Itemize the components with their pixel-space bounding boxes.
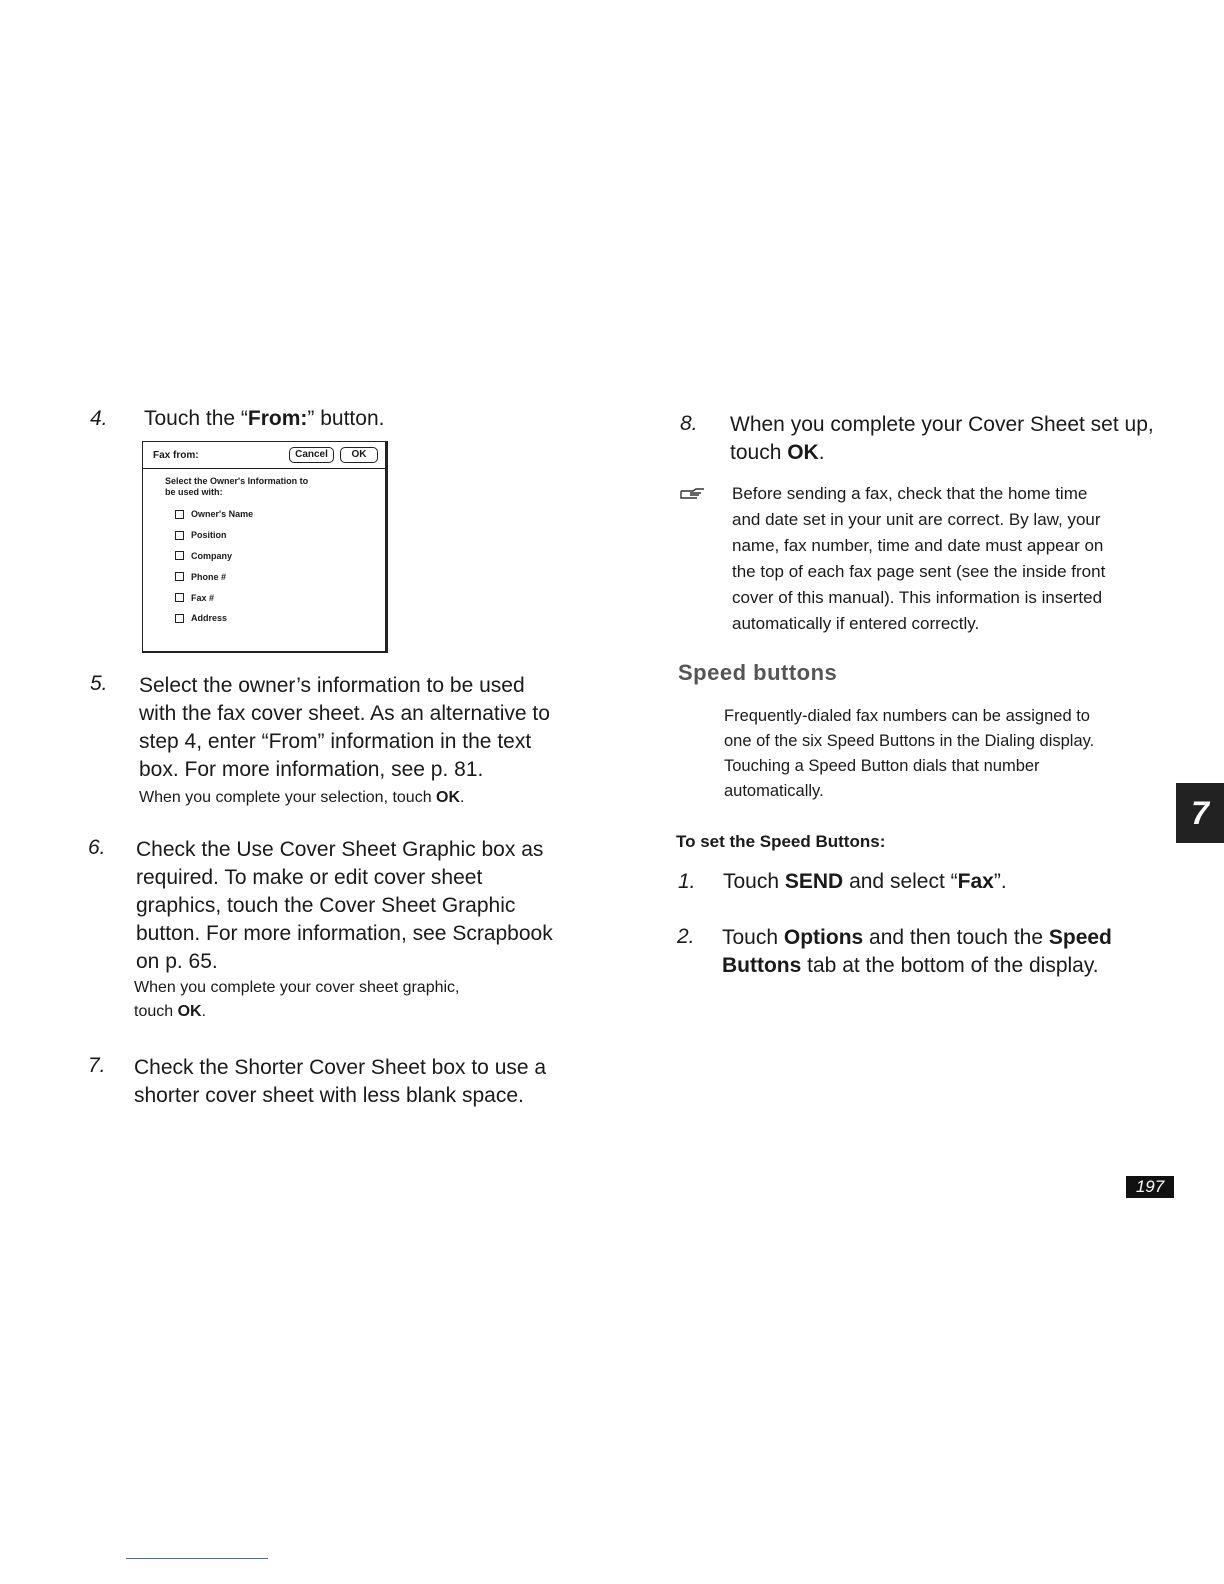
speed-step-1-pre: Touch (723, 870, 785, 893)
step-6-note-line: When you complete your cover sheet graphic, (134, 979, 460, 996)
note-line: automatically if entered correctly. (732, 614, 980, 633)
step-5-number: 5. (90, 672, 108, 695)
step-6-line: graphics, touch the Cover Sheet Graphic (136, 894, 516, 917)
dialog-prompt (165, 476, 355, 498)
option-label: Fax # (191, 592, 215, 603)
step-4-text (144, 405, 384, 433)
step-6-line: on p. 65. (136, 950, 218, 973)
step-4-bold: From: (247, 407, 308, 430)
speed-step-2-text (722, 924, 1112, 980)
ok-button[interactable]: OK (340, 447, 378, 463)
speed-step-1-post: ”. (993, 870, 1007, 893)
option-label: Company (191, 550, 233, 561)
step-5-line: Select the owner’s information to be used (139, 674, 525, 697)
speed-step-1-bold2: Fax (957, 870, 994, 893)
step-8-bold: OK (787, 441, 819, 464)
speed-step-1-number: 1. (678, 870, 696, 893)
option-fax[interactable] (175, 587, 253, 608)
intro-line: Touching a Speed Button dials that number (724, 757, 1040, 775)
option-address[interactable] (175, 608, 253, 629)
note-line: cover of this manual). This information is inserted (732, 588, 1103, 607)
hand-pointer-icon (680, 487, 706, 506)
option-phone[interactable] (175, 566, 253, 587)
owner-info-options (175, 504, 253, 629)
step-6-note-post: . (201, 1003, 207, 1020)
step-8-post: . (818, 441, 825, 464)
option-company[interactable] (175, 546, 253, 567)
step-6-line: button. For more information, see Scrapbook (136, 922, 553, 945)
option-label: Phone # (191, 571, 227, 582)
speed-step-2-pre: Touch (722, 926, 784, 949)
option-label: Position (191, 530, 227, 541)
speed-step-1-bold1: SEND (784, 870, 844, 893)
bottom-rule (126, 1558, 268, 1559)
note-line: the top of each fax page sent (see the inside front (732, 562, 1106, 581)
speed-step-2-bold3: Buttons (722, 954, 802, 977)
step-5-line: step 4, enter “From” information in the text (139, 730, 532, 753)
step-4-number: 4. (90, 407, 108, 430)
step-8-line: When you complete your Cover Sheet set up, (730, 413, 1154, 436)
step-6-note-bold: OK (177, 1003, 202, 1020)
intro-line: automatically. (724, 782, 824, 800)
step-8-number: 8. (680, 412, 698, 435)
option-owners-name[interactable] (175, 504, 253, 525)
checkbox[interactable] (175, 551, 184, 560)
page-number: 197 (1126, 1176, 1174, 1198)
fax-from-dialog (142, 441, 388, 653)
step-5-note-bold: OK (436, 789, 461, 806)
note-line: and date set in your unit are correct. By law, your (732, 510, 1101, 529)
dialog-title: Fax from: (153, 450, 199, 461)
step-4-pre: Touch the “ (144, 407, 248, 430)
speed-step-2-bold1: Options (783, 926, 864, 949)
step-5-note-post: . (460, 789, 465, 806)
step-8-text (730, 411, 1154, 467)
checkbox[interactable] (175, 593, 184, 602)
dialog-titlebar (143, 442, 385, 469)
step-6-number: 6. (88, 836, 106, 859)
step-5-note-pre: When you complete your selection, touch (139, 789, 437, 806)
option-position[interactable] (175, 525, 253, 546)
step-6-text (136, 836, 553, 976)
step-5-text (139, 672, 550, 784)
option-label: Address (191, 613, 228, 624)
step-7-number: 7. (88, 1054, 106, 1077)
chapter-tab: 7 (1176, 783, 1224, 843)
intro-line: one of the six Speed Buttons in the Dialing display. (724, 732, 1095, 750)
speed-step-1-text (723, 868, 1007, 896)
speed-step-1-mid: and select “ (843, 870, 958, 893)
cancel-button[interactable]: Cancel (289, 447, 334, 463)
dialog-prompt-line-2: be used with: (165, 487, 223, 497)
dialog-prompt-line-1: Select the Owner's Information to (165, 476, 309, 486)
option-label: Owner's Name (191, 509, 254, 520)
note-line: name, fax number, time and date must appear on (732, 536, 1104, 555)
step-7-line: Check the Shorter Cover Sheet box to use a (134, 1056, 547, 1079)
step-5-note (139, 786, 465, 810)
step-5-line: box. For more information, see p. 81. (139, 758, 484, 781)
step-6-line: required. To make or edit cover sheet (136, 866, 483, 889)
speed-step-2-bold2: Speed (1048, 926, 1112, 949)
step-7-line: shorter cover sheet with less blank space. (134, 1084, 524, 1107)
speed-step-2-post: tab at the bottom of the display. (801, 954, 1099, 977)
speed-step-2-mid: and then touch the (863, 926, 1049, 949)
step-5-line: with the fax cover sheet. As an alternative to (139, 702, 550, 725)
step-4-post: ” button. (307, 407, 385, 430)
speed-buttons-subheading: To set the Speed Buttons: (676, 832, 886, 851)
step-6-line: Check the Use Cover Sheet Graphic box as (136, 838, 544, 861)
speed-step-2-number: 2. (677, 925, 695, 948)
speed-buttons-heading: Speed buttons (678, 660, 838, 685)
step-6-note (134, 976, 460, 1024)
note-line: Before sending a fax, check that the home time (732, 484, 1088, 503)
checkbox[interactable] (175, 510, 184, 519)
step-6-note-pre: touch (134, 1003, 178, 1020)
step-8-pre: touch (730, 441, 788, 464)
step-7-text (134, 1054, 546, 1110)
checkbox[interactable] (175, 531, 184, 540)
checkbox[interactable] (175, 614, 184, 623)
note-text (732, 481, 1105, 637)
intro-line: Frequently-dialed fax numbers can be assigned to (724, 707, 1090, 725)
speed-buttons-intro (724, 704, 1094, 804)
checkbox[interactable] (175, 572, 184, 581)
